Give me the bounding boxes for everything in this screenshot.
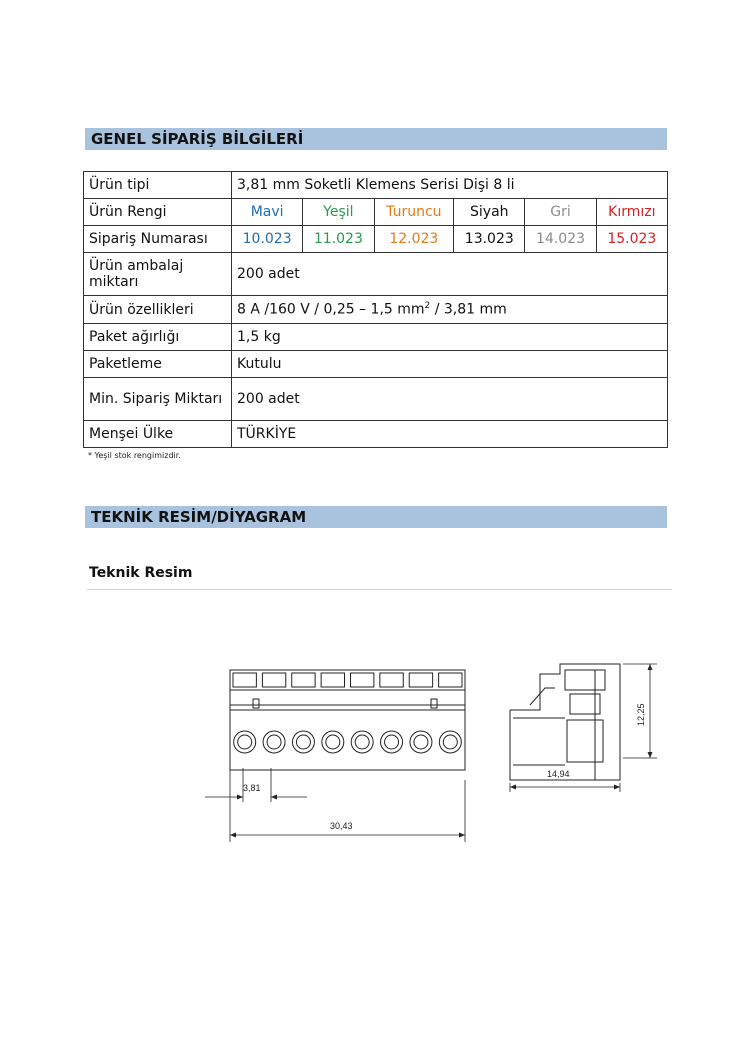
color-cell-green: Yeşil	[303, 199, 374, 226]
table-row	[84, 199, 668, 226]
front-view	[230, 670, 465, 770]
features-superscript: 2	[424, 301, 431, 312]
order-number-blue: 10.023	[232, 226, 303, 253]
row-value	[232, 296, 668, 324]
features-text: 8 A /160 V / 0,25 – 1,5 mm	[237, 301, 425, 318]
table-row	[84, 296, 668, 324]
row-label: Ürün Rengi	[84, 199, 232, 226]
table-row	[84, 172, 668, 199]
section-title-technical-drawing: TEKNİK RESİM/DİYAGRAM	[85, 506, 667, 528]
pole-top	[321, 673, 344, 687]
order-number-red: 15.023	[596, 226, 667, 253]
wire-entry-inner	[267, 735, 281, 749]
dim-pitch-label: 3,81	[243, 783, 261, 793]
table-row	[84, 351, 668, 378]
table-row	[84, 324, 668, 351]
row-label: Sipariş Numarası	[84, 226, 232, 253]
wire-entry-outer	[263, 731, 285, 753]
wire-entry-inner	[385, 735, 399, 749]
color-cell-gray: Gri	[525, 199, 596, 226]
features-tail: / 3,81 mm	[430, 301, 507, 318]
order-number-black: 13.023	[454, 226, 525, 253]
row-value: TÜRKİYE	[232, 421, 668, 448]
color-cell-black: Siyah	[454, 199, 525, 226]
section-title-order-info: GENEL SİPARİŞ BİLGİLERİ	[85, 128, 667, 150]
row-value: 200 adet	[232, 378, 668, 421]
wire-entry-outer	[234, 731, 256, 753]
table-row	[84, 421, 668, 448]
row-value: Kutulu	[232, 351, 668, 378]
dim-total-width-label: 30,43	[330, 821, 353, 831]
order-number-gray: 14.023	[525, 226, 596, 253]
technical-drawing	[195, 650, 695, 850]
color-cell-blue: Mavi	[232, 199, 303, 226]
row-label: Ürün ambalaj miktarı	[84, 253, 232, 296]
pole-top	[262, 673, 285, 687]
wire-entry-outer	[292, 731, 314, 753]
color-cell-red: Kırmızı	[596, 199, 667, 226]
dim-side-width-label: 14,94	[547, 769, 570, 779]
dim-height-label: 12,25	[636, 703, 646, 726]
pole-top	[292, 673, 315, 687]
row-label: Min. Sipariş Miktarı	[84, 378, 232, 421]
row-label: Ürün tipi	[84, 172, 232, 199]
wire-entry-outer	[381, 731, 403, 753]
color-cell-orange: Turuncu	[374, 199, 454, 226]
wire-entry-outer	[351, 731, 373, 753]
pole-top	[351, 673, 374, 687]
subheading-technical-drawing: Teknik Resim	[89, 565, 193, 581]
order-number-green: 11.023	[303, 226, 374, 253]
wire-entry-inner	[238, 735, 252, 749]
pole-top	[409, 673, 432, 687]
row-value: 200 adet	[232, 253, 668, 296]
pole-top	[233, 673, 256, 687]
row-value: 1,5 kg	[232, 324, 668, 351]
table-row	[84, 378, 668, 421]
wire-entry-outer	[410, 731, 432, 753]
wire-entry-inner	[443, 735, 457, 749]
order-info-table	[83, 171, 668, 448]
pole-top	[380, 673, 403, 687]
pole-top	[439, 673, 462, 687]
wire-entry-inner	[296, 735, 310, 749]
row-label: Paketleme	[84, 351, 232, 378]
divider	[87, 589, 672, 590]
table-row	[84, 253, 668, 296]
row-value: 3,81 mm Soketli Klemens Serisi Dişi 8 li	[232, 172, 668, 199]
stock-color-note: * Yeşil stok rengimizdir.	[88, 451, 181, 460]
row-label: Ürün özellikleri	[84, 296, 232, 324]
order-number-orange: 12.023	[374, 226, 454, 253]
table-row	[84, 226, 668, 253]
wire-entry-outer	[439, 731, 461, 753]
wire-entry-inner	[355, 735, 369, 749]
side-view	[510, 664, 620, 780]
wire-entry-outer	[322, 731, 344, 753]
row-label: Menşei Ülke	[84, 421, 232, 448]
wire-entry-inner	[414, 735, 428, 749]
wire-entry-inner	[326, 735, 340, 749]
row-label: Paket ağırlığı	[84, 324, 232, 351]
